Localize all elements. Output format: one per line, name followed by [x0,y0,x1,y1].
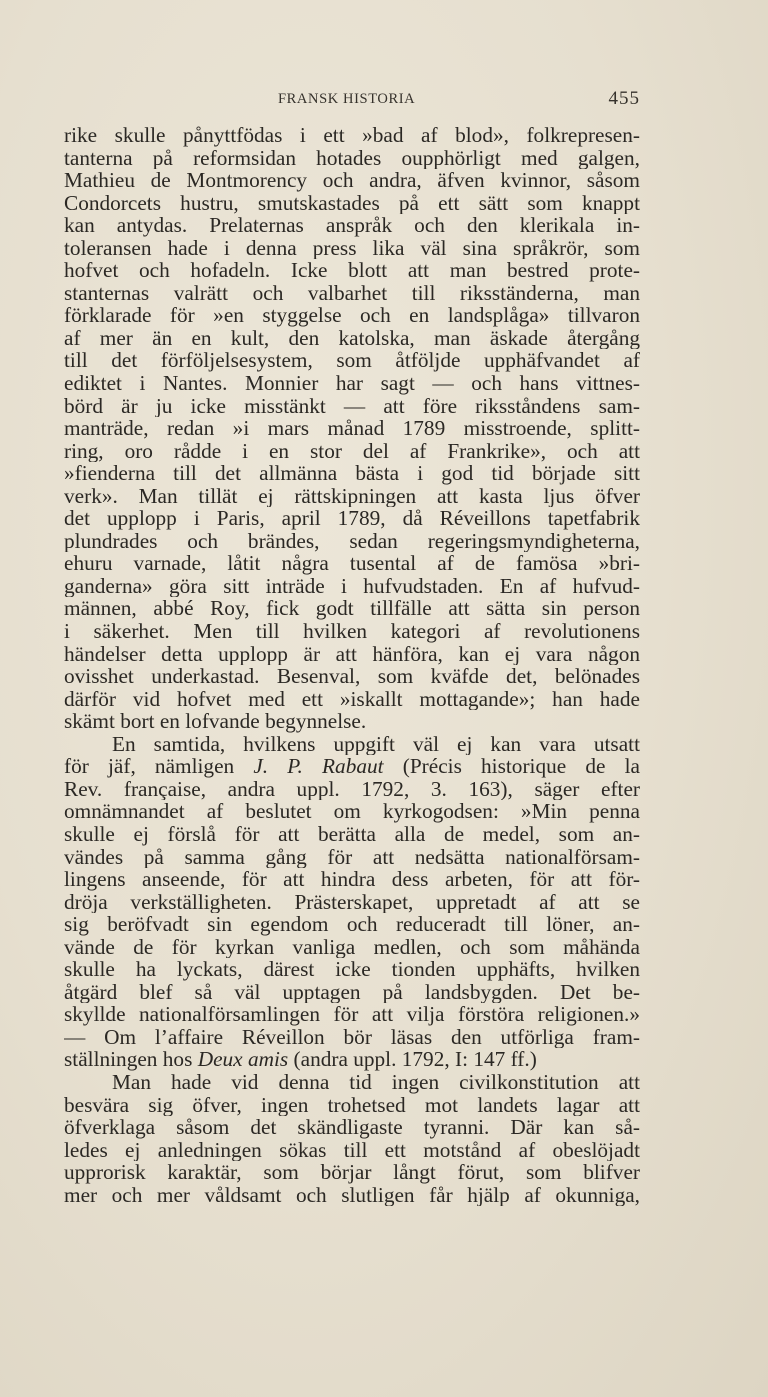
text-line [64,755,640,778]
text-line: öfverklaga såsom det skändligaste tyranni. Där kan så- [64,1116,640,1139]
text-line: hofvet och hofadeln. Icke blott att man bestred prote- [64,259,640,282]
text-line: lingens anseende, för att hindra dess arbeten, för att för- [64,868,640,891]
text-line: ring, oro rådde i en stor del af Frankrike», och att [64,439,640,463]
text-line: förklarade för »en styggelse och en landsplåga» tillvaron [64,304,640,327]
text-line: vände de för kyrkan vanliga medlen, och som måhända [64,935,640,959]
text-line: af mer än en kult, den katolska, man äskade återgång [64,326,640,350]
text-line: Man hade vid denna tid ingen civilkonstitution att [112,1070,640,1094]
running-title: FRANSK HISTORIA [278,91,416,107]
text-line: toleransen hade i denna press lika väl sina språkrör, som [64,236,640,260]
text-line: besvära sig öfver, ingen trohetsed mot landets lagar att [64,1093,640,1117]
text-line: En samtida, hvilkens uppgift väl ej kan vara utsatt [112,732,640,756]
work-title: Deux amis [197,1048,289,1071]
text-line: ediktet i Nantes. Monnier har sagt — och hans vittnes- [64,372,640,395]
page-header [64,88,640,113]
text-line: omnämnandet af beslutet om kyrkogodsen: »Min penna [64,800,640,823]
line-segment: för jäf, nämligen [64,755,254,778]
text-line: sig beröfvadt sin egendom och reduceradt till löner, an- [64,913,640,936]
text-line: tanterna på reformsidan hotades oupphörligt med galgen, [64,146,640,170]
text-line: skulle ha lyckats, därest icke tionden upphäfts, hvilken [64,958,640,981]
text-line: rike skulle pånyttfödas i ett »bad af blod», folkrepresen- [64,124,640,147]
line-segment: (andra uppl. 1792, I: 147 ff.) [288,1048,537,1071]
text-line: skyllde nationalförsamlingen för att vilja förstöra religionen.» [64,1003,640,1026]
text-line: ehuru varnade, låtit några tusental af de famösa »bri- [64,552,640,575]
body-text [64,124,640,1206]
text-line: manträde, redan »i mars månad 1789 misstroende, splitt- [64,417,640,440]
text-line: verk». Man tillät ej rättskipningen att kasta ljus öfver [64,484,640,508]
text-line: vändes på samma gång för att nedsätta nationalförsam- [64,845,640,869]
text-line: Rev. française, andra uppl. 1792, 3. 163), säger efter [64,777,640,801]
text-line: skulle ej förslå för att berätta alla de medel, som an- [64,822,640,846]
text-line: plundrades och brändes, sedan regeringsmyndigheterna, [64,529,640,553]
text-line: åtgärd blef så väl upptagen på landsbygden. Det be- [64,980,640,1004]
text-line: ledes ej anledningen sökas till ett motstånd af obeslöjadt [64,1138,640,1162]
text-line: ganderna» göra sitt inträde i hufvudstaden. En af hufvud- [64,574,640,598]
text-line: ovisshet underkastad. Besenval, som kväfde det, belönades [64,665,640,688]
text-line: skämt bort en lofvande begynnelse. [64,710,367,733]
line-segment: ställningen hos [64,1048,198,1071]
text-line: börd är ju icke misstänkt — att före riksståndens sam- [64,394,640,418]
text-line: männen, abbé Roy, fick godt tillfälle att sätta sin person [64,597,640,621]
text-line: händelser detta upplopp är att hänföra, kan ej vara någon [64,642,640,666]
line-segment: (Précis historique de la [383,755,640,778]
text-line [64,1048,640,1071]
text-line: därför vid hofvet med ett »iskallt mottagande»; han hade [64,687,640,711]
text-line: Condorcets hustru, smutskastades på ett sätt som knappt [64,191,640,215]
page-number: 455 [608,88,640,109]
text-line: stanternas valrätt och valbarhet till riksständerna, man [64,281,640,305]
text-line: »fienderna till det allmänna bästa i god tid började sitt [64,462,640,485]
text-line: det upplopp i Paris, april 1789, då Réveillons tapetfabrik [64,507,640,530]
text-line: dröja verkställigheten. Prästerskapet, uppretadt af att se [64,890,640,914]
text-line: kan antydas. Prelaternas anspråk och den klerikala in- [64,214,640,237]
text-line: upprorisk karaktär, som börjar långt förut, som blifver [64,1161,640,1184]
text-line: mer och mer våldsamt och slutligen får hjälp af okunniga, [64,1183,640,1207]
text-line: Mathieu de Montmorency och andra, äfven kvinnor, såsom [64,169,640,192]
text-line: — Om l’affaire Réveillon bör läsas den utförliga fram- [64,1025,640,1049]
text-line: i säkerhet. Men till hvilken kategori af revolutionens [64,620,640,643]
author-name: J. P. Rabaut [253,755,384,778]
text-line: till det förföljelsesystem, som åtföljde upphäfvandet af [64,349,640,373]
